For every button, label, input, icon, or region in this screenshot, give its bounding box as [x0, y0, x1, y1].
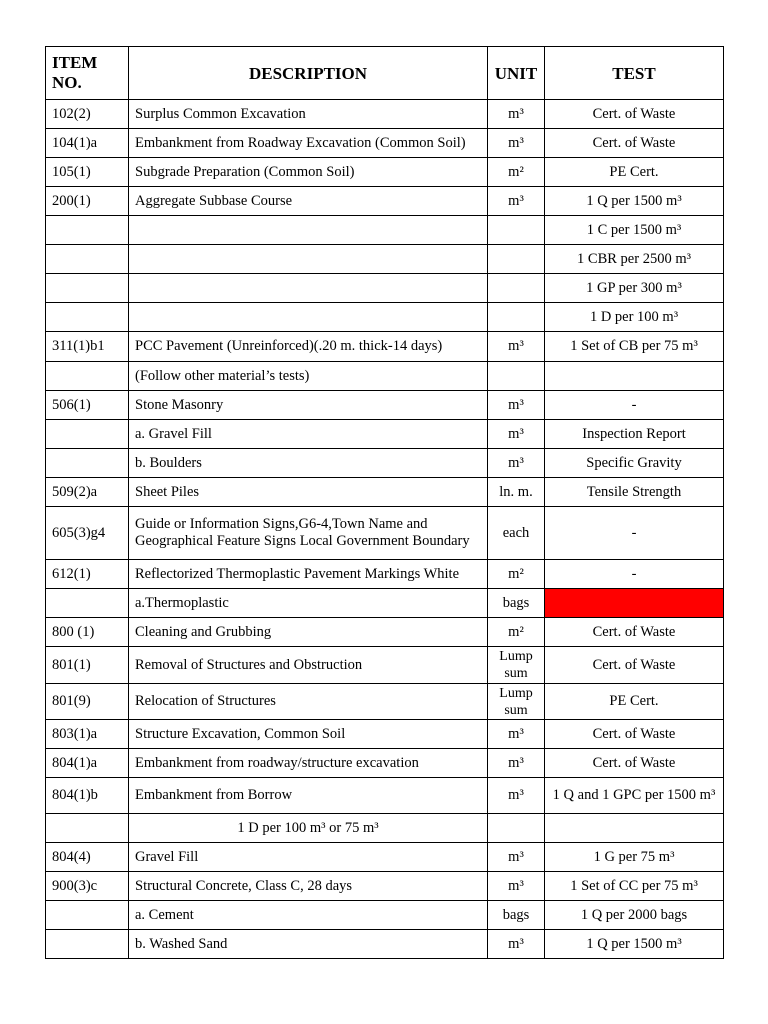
unit-cell: each: [488, 507, 545, 560]
unit-cell: m³: [488, 930, 545, 959]
item-number-cell: 804(4): [46, 843, 129, 872]
table-row: [46, 216, 724, 245]
unit-cell: m³: [488, 843, 545, 872]
description-cell: [129, 245, 488, 274]
table-row: [46, 420, 724, 449]
table-row: [46, 647, 724, 684]
test-cell: 1 Q and 1 GPC per 1500 m³: [545, 778, 724, 814]
description-cell: Embankment from Roadway Excavation (Common Soil): [129, 129, 488, 158]
test-cell: Cert. of Waste: [545, 647, 724, 684]
table-row: [46, 245, 724, 274]
item-number-cell: [46, 420, 129, 449]
header-test: TEST: [545, 47, 724, 100]
unit-cell: m³: [488, 100, 545, 129]
unit-cell: m³: [488, 332, 545, 362]
item-number-cell: 605(3)g4: [46, 507, 129, 560]
unit-cell: m²: [488, 618, 545, 647]
table-row: [46, 332, 724, 362]
item-number-cell: [46, 303, 129, 332]
table-row: [46, 391, 724, 420]
unit-cell: Lump sum: [488, 684, 545, 720]
table-row: [46, 129, 724, 158]
unit-cell: [488, 814, 545, 843]
table-header-row: [46, 47, 724, 100]
test-cell: Cert. of Waste: [545, 100, 724, 129]
table-row: [46, 814, 724, 843]
table-row: [46, 843, 724, 872]
unit-cell: bags: [488, 901, 545, 930]
description-cell: [129, 216, 488, 245]
unit-cell: [488, 216, 545, 245]
description-cell: Cleaning and Grubbing: [129, 618, 488, 647]
description-cell: b. Boulders: [129, 449, 488, 478]
table-row: [46, 930, 724, 959]
table-row: [46, 872, 724, 901]
description-cell: [129, 274, 488, 303]
item-number-cell: 102(2): [46, 100, 129, 129]
unit-cell: m³: [488, 872, 545, 901]
item-number-cell: [46, 216, 129, 245]
test-cell: [545, 814, 724, 843]
table-row: [46, 720, 724, 749]
table-row: [46, 901, 724, 930]
description-cell: Embankment from Borrow: [129, 778, 488, 814]
unit-cell: m³: [488, 187, 545, 216]
unit-cell: Lump sum: [488, 647, 545, 684]
description-cell: Subgrade Preparation (Common Soil): [129, 158, 488, 187]
item-number-cell: 200(1): [46, 187, 129, 216]
table-row: [46, 618, 724, 647]
item-number-cell: 509(2)a: [46, 478, 129, 507]
item-number-cell: 804(1)a: [46, 749, 129, 778]
description-cell: Stone Masonry: [129, 391, 488, 420]
description-cell: Structure Excavation, Common Soil: [129, 720, 488, 749]
table-row: [46, 274, 724, 303]
item-number-cell: 803(1)a: [46, 720, 129, 749]
table-row: [46, 158, 724, 187]
unit-cell: m²: [488, 560, 545, 589]
item-number-cell: 900(3)c: [46, 872, 129, 901]
description-cell: Sheet Piles: [129, 478, 488, 507]
test-cell: Cert. of Waste: [545, 618, 724, 647]
test-cell: Inspection Report: [545, 420, 724, 449]
unit-cell: [488, 274, 545, 303]
item-number-cell: 612(1): [46, 560, 129, 589]
unit-cell: m³: [488, 749, 545, 778]
item-number-cell: 801(1): [46, 647, 129, 684]
test-cell: 1 Q per 2000 bags: [545, 901, 724, 930]
test-cell: 1 Q per 1500 m³: [545, 187, 724, 216]
table-row: [46, 684, 724, 720]
header-item-no: ITEM NO.: [46, 47, 129, 100]
description-cell: 1 D per 100 m³ or 75 m³: [129, 814, 488, 843]
table-row: [46, 362, 724, 391]
item-number-cell: [46, 274, 129, 303]
description-cell: a. Gravel Fill: [129, 420, 488, 449]
test-cell: [545, 362, 724, 391]
test-cell: 1 D per 100 m³: [545, 303, 724, 332]
table-row: [46, 187, 724, 216]
unit-cell: m³: [488, 129, 545, 158]
item-number-cell: 506(1): [46, 391, 129, 420]
table-row: [46, 449, 724, 478]
unit-cell: m³: [488, 420, 545, 449]
table-row: [46, 507, 724, 560]
item-number-cell: 105(1): [46, 158, 129, 187]
item-number-cell: 104(1)a: [46, 129, 129, 158]
description-cell: Relocation of Structures: [129, 684, 488, 720]
item-number-cell: [46, 901, 129, 930]
unit-cell: [488, 245, 545, 274]
unit-cell: [488, 303, 545, 332]
item-number-cell: [46, 449, 129, 478]
item-number-cell: 804(1)b: [46, 778, 129, 814]
test-cell: PE Cert.: [545, 684, 724, 720]
item-number-cell: 311(1)b1: [46, 332, 129, 362]
test-cell: 1 Set of CB per 75 m³: [545, 332, 724, 362]
test-cell: Cert. of Waste: [545, 720, 724, 749]
item-number-cell: [46, 245, 129, 274]
unit-cell: m³: [488, 720, 545, 749]
table-row: [46, 560, 724, 589]
table-row: [46, 589, 724, 618]
unit-cell: m³: [488, 391, 545, 420]
test-cell: Tensile Strength: [545, 478, 724, 507]
description-cell: b. Washed Sand: [129, 930, 488, 959]
description-cell: PCC Pavement (Unreinforced)(.20 m. thick-14 days): [129, 332, 488, 362]
description-cell: Structural Concrete, Class C, 28 days: [129, 872, 488, 901]
description-cell: (Follow other material’s tests): [129, 362, 488, 391]
test-cell: 1 G per 75 m³: [545, 843, 724, 872]
description-cell: Aggregate Subbase Course: [129, 187, 488, 216]
item-number-cell: [46, 930, 129, 959]
table-row: [46, 778, 724, 814]
test-cell: 1 Q per 1500 m³: [545, 930, 724, 959]
description-cell: Embankment from roadway/structure excavation: [129, 749, 488, 778]
unit-cell: m³: [488, 778, 545, 814]
test-cell: 1 GP per 300 m³: [545, 274, 724, 303]
description-cell: Gravel Fill: [129, 843, 488, 872]
description-cell: [129, 303, 488, 332]
unit-cell: [488, 362, 545, 391]
test-cell: 1 CBR per 2500 m³: [545, 245, 724, 274]
unit-cell: m³: [488, 449, 545, 478]
test-cell: -: [545, 560, 724, 589]
items-table: [45, 46, 724, 959]
test-cell: -: [545, 391, 724, 420]
description-cell: Removal of Structures and Obstruction: [129, 647, 488, 684]
item-number-cell: [46, 589, 129, 618]
unit-cell: ln. m.: [488, 478, 545, 507]
table-row: [46, 100, 724, 129]
test-cell: 1 Set of CC per 75 m³: [545, 872, 724, 901]
test-cell: PE Cert.: [545, 158, 724, 187]
header-unit: UNIT: [488, 47, 545, 100]
test-cell: Cert. of Waste: [545, 129, 724, 158]
test-cell: -: [545, 507, 724, 560]
table-body: [46, 100, 724, 959]
description-cell: Guide or Information Signs,G6-4,Town Name and Geographical Feature Signs Local Government Boundary: [129, 507, 488, 560]
header-description: DESCRIPTION: [129, 47, 488, 100]
test-cell: Cert. of Waste: [545, 749, 724, 778]
table-row: [46, 478, 724, 507]
item-number-cell: [46, 362, 129, 391]
table-row: [46, 749, 724, 778]
item-number-cell: 801(9): [46, 684, 129, 720]
unit-cell: m²: [488, 158, 545, 187]
description-cell: Surplus Common Excavation: [129, 100, 488, 129]
highlighted-empty-cell: [545, 589, 724, 618]
description-cell: Reflectorized Thermoplastic Pavement Markings White: [129, 560, 488, 589]
item-number-cell: [46, 814, 129, 843]
item-number-cell: 800 (1): [46, 618, 129, 647]
description-cell: a. Cement: [129, 901, 488, 930]
table-row: [46, 303, 724, 332]
test-cell: Specific Gravity: [545, 449, 724, 478]
description-cell: a.Thermoplastic: [129, 589, 488, 618]
unit-cell: bags: [488, 589, 545, 618]
test-cell: 1 C per 1500 m³: [545, 216, 724, 245]
